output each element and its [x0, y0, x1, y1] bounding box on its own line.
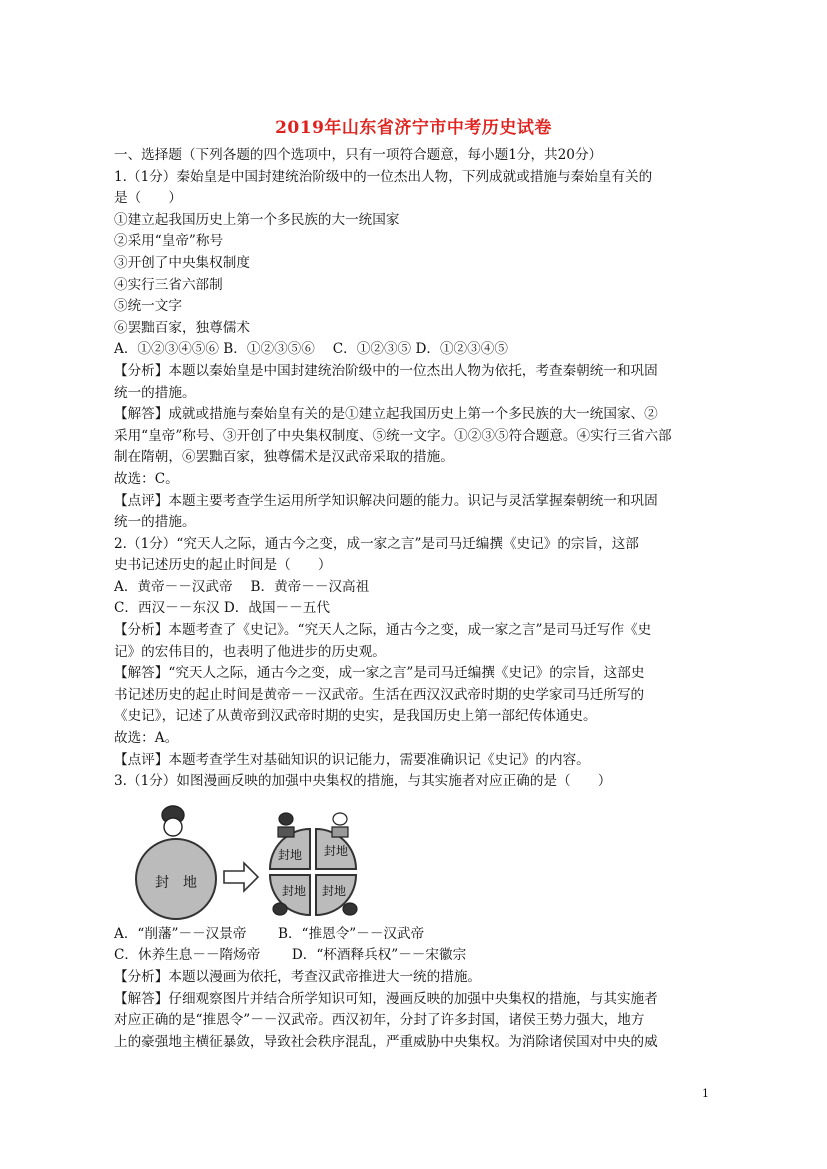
- fief-piece-label: 封地: [323, 843, 349, 858]
- document-body: [114, 145, 716, 1053]
- document-title: 2019年山东省济宁市中考历史试卷: [275, 118, 552, 138]
- q1-item: ⑥罢黜百家，独尊儒术: [114, 319, 250, 336]
- q1-answer-line: 采用“皇帝”称号、③开创了中央集权制度、⑤统一文字。①②③⑤符合题意。④实行三省六部: [114, 427, 672, 444]
- q1-analysis-line: 【分析】本题以秦始皇是中国封建统治阶级中的一位杰出人物为依托，考查秦朝统一和巩固: [114, 362, 658, 379]
- q1-comment-line: 统一的措施。: [114, 514, 196, 531]
- q3-analysis: 【分析】本题以漫画为依托，考查汉武帝推进大一统的措施。: [114, 969, 482, 985]
- fief-piece-label: 封地: [321, 883, 347, 898]
- q1-options: A．①②③④⑤⑥ B．①②③⑤⑥ C．①②③⑤ D．①②③④⑤: [114, 341, 508, 358]
- q3-option-line: C．休养生息－－隋炀帝 D．“杯酒释兵权”－－宋徽宗: [114, 947, 467, 964]
- q3-answer-line: 对应正确的是“推恩令”－－汉武帝。西汉初年，分封了许多封国，诸侯王势力强大，地方: [114, 1012, 645, 1029]
- q2-choice: 故选：A。: [114, 730, 179, 747]
- cartoon-illustration: [128, 797, 428, 922]
- q1-comment-line: 【点评】本题主要考查学生运用所学知识解决问题的能力。识记与灵活掌握秦朝统一和巩固: [114, 492, 658, 509]
- q2-option-line: A．黄帝－－汉武帝 B．黄帝－－汉高祖: [114, 578, 370, 595]
- q1-analysis-line: 统一的措施。: [114, 384, 196, 401]
- q1-item: ②采用“皇帝”称号: [114, 233, 224, 250]
- q1-item: ①建立起我国历史上第一个多民族的大一统国家: [114, 211, 400, 228]
- q1-item: ③开创了中央集权制度: [114, 254, 250, 271]
- q1-stem-line: 是（ ）: [114, 190, 182, 207]
- q2-stem-line: 2.（1分）“究天人之际，通古今之变，成一家之言”是司马迁编撰《史记》的宗旨，这部: [114, 535, 639, 552]
- q1-choice: 故选：C。: [114, 470, 179, 487]
- q1-answer-line: 【解答】成就或措施与秦始皇有关的是①建立起我国历史上第一个多民族的大一统国家、②: [114, 406, 658, 423]
- section-header: 一、选择题（下列各题的四个选项中，只有一项符合题意，每小题1分，共20分）: [114, 147, 603, 163]
- q3-cartoon: [114, 797, 716, 922]
- q1-stem-line: 1.（1分）秦始皇是中国封建统治阶级中的一位杰出人物，下列成就或措施与秦始皇有关的: [114, 168, 653, 185]
- page-number: 1: [702, 1087, 709, 1100]
- q1-answer-line: 制在隋朝，⑥罢黜百家，独尊儒术是汉武帝采取的措施。: [114, 449, 454, 466]
- q1-item: ④实行三省六部制: [114, 276, 223, 293]
- q2-analysis-line: 【分析】本题考查了《史记》。“究天人之际，通古今之变，成一家之言”是司马迁写作《史: [114, 622, 652, 639]
- q3-stem: 3.（1分）如图漫画反映的加强中央集权的措施，与其实施者对应正确的是（ ）: [114, 773, 612, 790]
- q3-answer-line: 上的豪强地主横征暴敛，导致社会秩序混乱，严重威胁中央集权。为消除诸侯国对中央的威: [114, 1033, 658, 1050]
- fief-piece-label: 封地: [277, 847, 303, 862]
- q2-analysis-line: 记》的宏伟目的，也表明了他进步的历史观。: [114, 643, 386, 660]
- q2-answer-line: 《史记》，记述了从黄帝到汉武帝时期的史实，是我国历史上第一部纪传体通史。: [114, 708, 597, 725]
- q2-answer-line: 书记述历史的起止时间是黄帝－－汉武帝。生活在西汉汉武帝时期的史学家司马迁所写的: [114, 686, 645, 703]
- q3-option-line: A．“削藩”－－汉景帝 B．“推恩令”－－汉武帝: [114, 925, 425, 942]
- q3-answer-line: 【解答】仔细观察图片并结合所学知识可知，漫画反映的加强中央集权的措施，与其实施者: [114, 990, 658, 1007]
- q2-option-line: C．西汉－－东汉 D．战国－－五代: [114, 600, 330, 617]
- big-fief-label: 封 地: [155, 874, 197, 891]
- q2-answer-line: 【解答】“究天人之际，通古今之变，成一家之言”是司马迁编撰《史记》的宗旨，这部史: [114, 665, 645, 682]
- divided-fief-disc: [270, 829, 356, 915]
- fief-piece-label: 封地: [281, 883, 307, 898]
- q2-comment: 【点评】本题考查学生对基础知识的识记能力，需要准确识记《史记》的内容。: [114, 751, 590, 768]
- q2-stem-line: 史书记述历史的起止时间是（ ）: [114, 557, 332, 574]
- q1-item: ⑤统一文字: [114, 298, 182, 315]
- arrow-icon: [224, 863, 258, 891]
